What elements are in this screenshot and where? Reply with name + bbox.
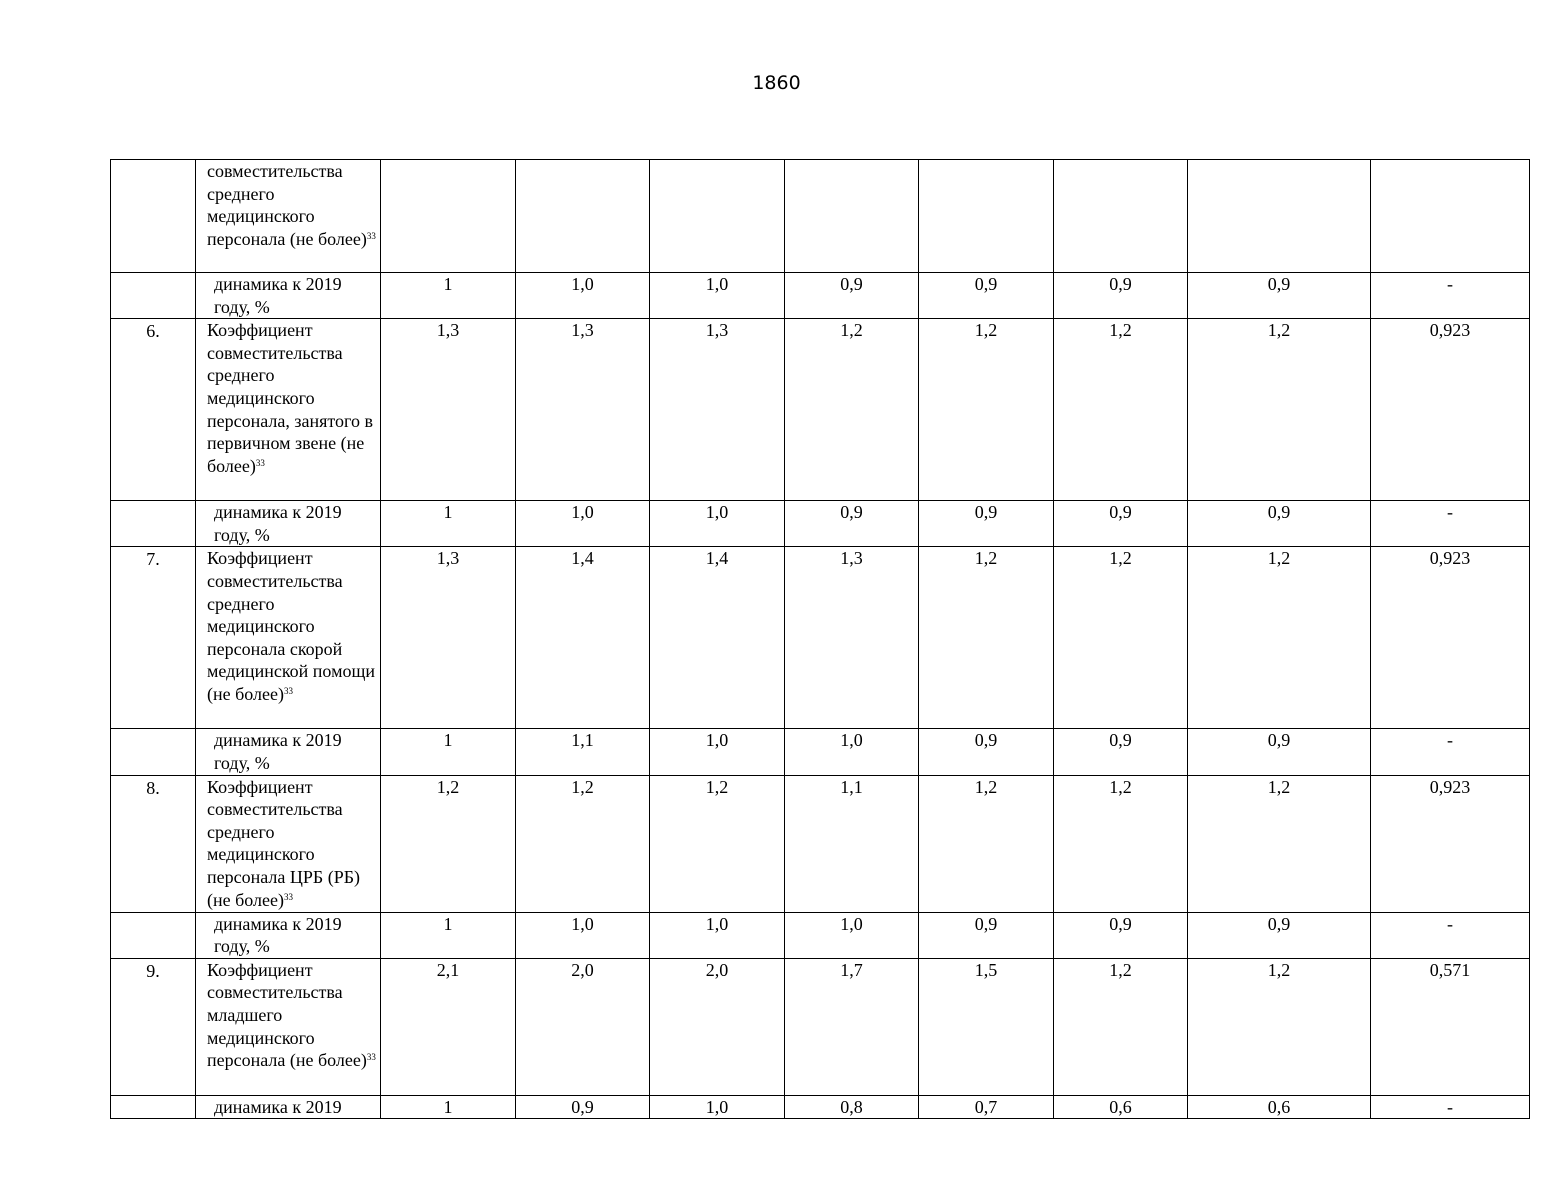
row-number-cell: 7.: [111, 547, 196, 729]
footnote-marker: 33: [366, 230, 376, 241]
indicator-label: совместительства среднего медицинского персонала (не более): [207, 161, 367, 249]
footnote-marker: 33: [366, 1052, 376, 1063]
value-cell: 1,4: [516, 547, 650, 729]
dynamics-row: [111, 273, 1530, 319]
value-cell: 0,6: [1054, 1095, 1188, 1119]
value-cell: 0,9: [1054, 273, 1188, 319]
value-cell: 0,9: [1054, 501, 1188, 547]
value-cell: 1,0: [650, 501, 785, 547]
value-cell: 1,0: [650, 729, 785, 775]
value-cell: 1,1: [785, 775, 919, 912]
value-cell: -: [1371, 273, 1530, 319]
row-number-cell: 6.: [111, 319, 196, 501]
value-cell: 1,2: [1188, 319, 1371, 501]
row-number-cell: [111, 501, 196, 547]
indicator-label-cell: [196, 319, 381, 501]
value-cell: 1,2: [1054, 775, 1188, 912]
value-cell: 1,0: [785, 912, 919, 958]
value-cell: 2,0: [650, 958, 785, 1095]
indicator-label-cell: [196, 729, 381, 775]
value-cell: -: [1371, 729, 1530, 775]
value-cell: 0,8: [785, 1095, 919, 1119]
indicator-label-cell: [196, 160, 381, 273]
value-cell: 1,7: [785, 958, 919, 1095]
value-cell: 1: [381, 501, 516, 547]
value-cell: 0,9: [516, 1095, 650, 1119]
value-cell: [1371, 160, 1530, 273]
value-cell: [650, 160, 785, 273]
value-cell: [1054, 160, 1188, 273]
value-cell: 1,0: [785, 729, 919, 775]
value-cell: 1,1: [516, 729, 650, 775]
value-cell: 1,5: [919, 958, 1054, 1095]
value-cell: 1,0: [516, 273, 650, 319]
indicator-label: динамика к 2019: [214, 1096, 342, 1117]
value-cell: 1,2: [381, 775, 516, 912]
indicator-label-cell: [196, 501, 381, 547]
value-cell: 0,571: [1371, 958, 1530, 1095]
row-number-cell: [111, 729, 196, 775]
indicator-label-cell: [196, 912, 381, 958]
value-cell: 1,4: [650, 547, 785, 729]
value-cell: 0,9: [919, 912, 1054, 958]
indicator-label-cell: [196, 1095, 381, 1119]
value-cell: 0,9: [919, 501, 1054, 547]
value-cell: [919, 160, 1054, 273]
value-cell: -: [1371, 501, 1530, 547]
value-cell: 1: [381, 273, 516, 319]
indicator-label: Коэффициент совместительства младшего медицинского персонала (не более): [207, 959, 367, 1071]
value-cell: 0,9: [785, 501, 919, 547]
value-cell: [1188, 160, 1371, 273]
footnote-marker: 33: [255, 457, 265, 468]
footnote-marker: 33: [284, 891, 293, 902]
row-number-cell: 8.: [111, 775, 196, 912]
table-body: [111, 160, 1530, 1119]
indicators-table: [110, 159, 1530, 1119]
value-cell: 1,3: [381, 319, 516, 501]
dynamics-row: [111, 729, 1530, 775]
value-cell: 1,3: [516, 319, 650, 501]
value-cell: 1,3: [381, 547, 516, 729]
value-cell: 2,0: [516, 958, 650, 1095]
indicator-label: динамика к 2019 году, %: [214, 913, 342, 957]
dynamics-row: [111, 1095, 1530, 1119]
indicator-label-cell: [196, 273, 381, 319]
value-cell: 1,0: [650, 912, 785, 958]
value-cell: 0,7: [919, 1095, 1054, 1119]
indicator-label: динамика к 2019 году, %: [214, 730, 342, 773]
value-cell: 0,9: [919, 273, 1054, 319]
value-cell: 1,2: [1188, 958, 1371, 1095]
value-cell: 0,923: [1371, 775, 1530, 912]
row-number-cell: [111, 912, 196, 958]
value-cell: 1,3: [785, 547, 919, 729]
value-cell: 0,9: [1188, 729, 1371, 775]
value-cell: 1,2: [919, 319, 1054, 501]
indicator-label: Коэффициент совместительства среднего медицинского персонала ЦРБ (РБ) (не более): [207, 776, 361, 910]
indicator-label-cell: [196, 547, 381, 729]
value-cell: 1: [381, 912, 516, 958]
value-cell: 1,0: [650, 1095, 785, 1119]
value-cell: [516, 160, 650, 273]
value-cell: 0,9: [785, 273, 919, 319]
value-cell: 0,9: [919, 729, 1054, 775]
value-cell: 0,9: [1188, 501, 1371, 547]
value-cell: 1,0: [516, 501, 650, 547]
value-cell: 0,9: [1054, 729, 1188, 775]
indicator-label-cell: [196, 775, 381, 912]
value-cell: 1: [381, 729, 516, 775]
value-cell: 1,2: [785, 319, 919, 501]
value-cell: 1,2: [516, 775, 650, 912]
value-cell: 1,2: [919, 775, 1054, 912]
value-cell: 1,2: [1188, 775, 1371, 912]
value-cell: 2,1: [381, 958, 516, 1095]
row-number-cell: [111, 160, 196, 273]
indicator-row: [111, 958, 1530, 1095]
row-number-cell: [111, 1095, 196, 1119]
value-cell: 0,9: [1188, 912, 1371, 958]
value-cell: 0,9: [1188, 273, 1371, 319]
page-number: 1860: [752, 72, 801, 94]
value-cell: 1,0: [650, 273, 785, 319]
value-cell: 0,6: [1188, 1095, 1371, 1119]
value-cell: 1,2: [1054, 319, 1188, 501]
value-cell: 1,2: [1054, 958, 1188, 1095]
dynamics-row: [111, 912, 1530, 958]
value-cell: 1,0: [516, 912, 650, 958]
indicator-label: динамика к 2019 году, %: [214, 502, 342, 545]
value-cell: -: [1371, 912, 1530, 958]
value-cell: 1,3: [650, 319, 785, 501]
row-number-cell: [111, 273, 196, 319]
value-cell: 0,9: [1054, 912, 1188, 958]
indicator-row: [111, 547, 1530, 729]
value-cell: 1: [381, 1095, 516, 1119]
value-cell: 1,2: [919, 547, 1054, 729]
row-number-cell: 9.: [111, 958, 196, 1095]
indicator-row: [111, 319, 1530, 501]
value-cell: 1,2: [1188, 547, 1371, 729]
indicator-label: Коэффициент совместительства среднего медицинского персонала, занятого в первичном звене (не более): [207, 320, 373, 476]
value-cell: 0,923: [1371, 547, 1530, 729]
indicator-label: динамика к 2019 году, %: [214, 274, 342, 317]
value-cell: -: [1371, 1095, 1530, 1119]
indicator-label: Коэффициент совместительства среднего медицинского персонала скорой медицинской помощи (не более): [207, 548, 375, 704]
value-cell: 1,2: [650, 775, 785, 912]
value-cell: [381, 160, 516, 273]
value-cell: [785, 160, 919, 273]
value-cell: 1,2: [1054, 547, 1188, 729]
indicator-row: [111, 160, 1530, 273]
footnote-marker: 33: [284, 685, 293, 696]
indicator-row: [111, 775, 1530, 912]
indicator-label-cell: [196, 958, 381, 1095]
dynamics-row: [111, 501, 1530, 547]
value-cell: 0,923: [1371, 319, 1530, 501]
